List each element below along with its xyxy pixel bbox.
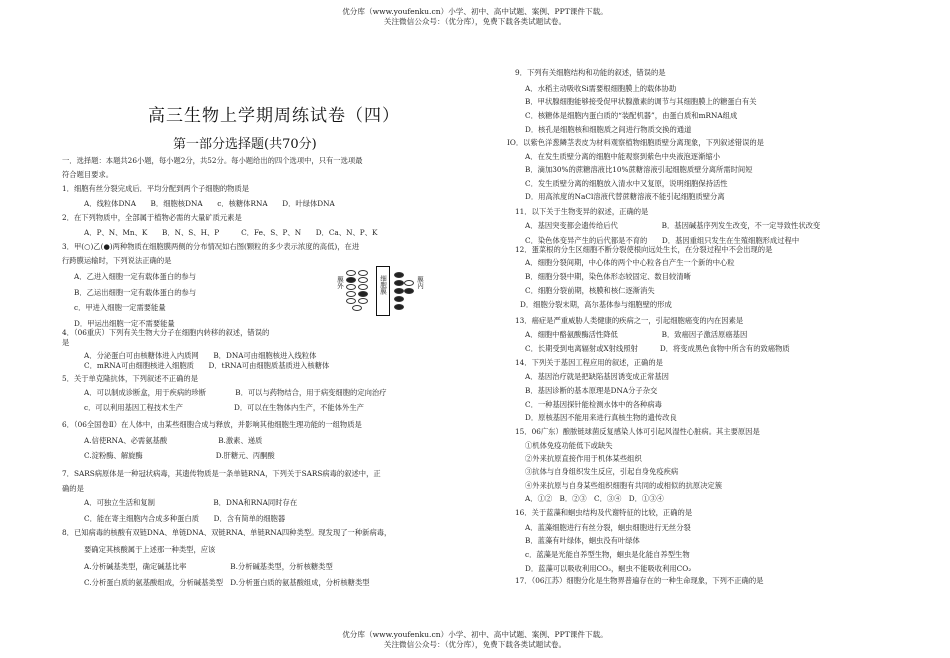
- right-text-line: C．核糖体是细胞内蛋白质的“装配机器”，由蛋白质和mRNA组成: [525, 111, 738, 120]
- particle-yi: [358, 291, 368, 297]
- particle-jia: [346, 270, 356, 276]
- left-text-line: 5．关于单克隆抗体，下列叙述不正确的是: [62, 374, 198, 383]
- left-text-line: C．mRNA可由细胞核进入细胞质 D．tRNA可由细胞质基质进入核糖体: [84, 361, 330, 370]
- right-text-line: 14．下列关于基因工程应用的叙述，正确的是: [515, 358, 663, 367]
- right-text-line: 11．以下关于生物变异的叙述，正确的是: [515, 207, 649, 216]
- footer-line-2: 关注微信公众号：（优分库），免费下载各类试题试卷。: [383, 640, 567, 649]
- right-text-line: 13．癌症是严重威胁人类健康的疾病之一，引起细胞癌变的内在因素是: [515, 316, 744, 325]
- left-text-line: 确的是: [62, 484, 84, 493]
- right-text-line: D．用高浓度的NaCl溶液代替蔗糖溶液不能引起细胞质壁分离: [525, 192, 725, 201]
- right-text-line: D．原核基因不能用来进行真核生物的遗传改良: [525, 413, 677, 422]
- left-text-line: 行跨膜运输时，下列说法正确的是: [62, 256, 172, 265]
- left-text-line: 是: [62, 338, 70, 347]
- particle-yi: [394, 280, 404, 286]
- header-line-2: 关注微信公众号：（优分库），免费下载各类试题试卷。: [383, 17, 567, 26]
- right-text-line: ①机体免疫功能低下或缺失: [525, 441, 613, 450]
- right-text-line: ③抗体与自身组织发生反应，引起自身免疫疾病: [525, 467, 679, 476]
- left-text-line: 3．甲(○)乙(●)两种物质在细胞膜两侧的分布情况如右图(颗粒的多少表示浓度的高低)，在进: [62, 242, 360, 251]
- figure-label-membrane: 细胞膜: [379, 275, 387, 295]
- left-text-line: A．乙进入细胞一定有载体蛋白的参与: [74, 272, 197, 281]
- footer-line-1: 优分库（www.youfenku.cn）小学、初中、高中试题、案例、PPT课件下载。: [342, 630, 608, 639]
- particle-jia: [358, 298, 368, 304]
- left-text-line: 一．选择题：本题共26小题，每小题2分，共52分。每小题给出的四个选项中，只有一选项最: [62, 156, 363, 165]
- right-text-line: C．长期受到电离辐射或X射线照射 D．将变成黑色食物中所含有的致癌物质: [525, 344, 790, 353]
- right-text-line: B．甲状腺细胞能够接受促甲状腺激素的调节与其细胞膜上的糖蛋白有关: [525, 97, 757, 106]
- figure-label-inside: 膜内: [416, 276, 424, 289]
- left-text-line: 符合题目要求。: [62, 170, 114, 179]
- right-text-line: A．蓝藻细胞进行有丝分裂，蛔虫细胞进行无丝分裂: [525, 523, 691, 532]
- particle-jia: [346, 284, 356, 290]
- particle-yi: [346, 277, 356, 283]
- cell-membrane: [376, 266, 390, 316]
- right-text-line: ④外来抗原与自身某些组织细胞有共同的或相似的抗原决定簇: [525, 481, 723, 490]
- right-text-line: C．发生质壁分离的细胞放入清水中又复原，说明细胞保持活性: [525, 179, 728, 188]
- left-text-line: B．乙运出细胞一定有载体蛋白的参与: [74, 288, 197, 297]
- left-text-line: 1．细胞有丝分裂完成后．平均分配到两个子细胞的物质是: [62, 184, 250, 193]
- particle-yi: [394, 296, 404, 302]
- left-text-line: C.分析蛋白质的氨基酸组成，分析碱基类型 D.分析蛋白质的氨基酸组成，分析核糖类型: [84, 578, 370, 587]
- left-text-line: A．可独立生活和复制 B．DNA和RNA同时存在: [84, 498, 298, 507]
- right-text-line: A．水稻主动吸收Si需要根细胞膜上的载体协助: [525, 84, 677, 93]
- header-line-1: 优分库（www.youfenku.cn）小学、初中、高中试题、案例、PPT课件下载。: [342, 7, 608, 16]
- right-text-line: ②外来抗原直接作用于机体某些组织: [525, 454, 642, 463]
- particle-jia: [358, 284, 368, 290]
- right-text-line: D．蓝藻可以吸收利用CO₂，蛔虫不能吸收利用CO₂: [525, 564, 692, 573]
- particle-jia: [404, 280, 414, 286]
- particle-yi: [404, 288, 414, 294]
- particle-yi: [394, 272, 404, 278]
- right-text-line: B．滴加30%的蔗糖溶液比10%蔗糖溶液引起细胞质壁分离所需时间短: [525, 165, 753, 174]
- left-text-line: C．能在寄主细胞内合成多种蛋白质 D．含有简单的细胞器: [84, 514, 286, 523]
- particle-jia: [358, 277, 368, 283]
- left-text-line: 8．已知病毒的核酸有双链DNA、单链DNA、双链RNA、单链RNA四种类型。现发现了一种新病毒，: [62, 528, 392, 537]
- left-text-line: A.分析碱基类型，确定碱基比率 B.分析碱基类型，分析核糖类型: [84, 562, 333, 571]
- right-text-line: A．细胞中酪氨酸酶活性降低 B．致癌因子激活原癌基因: [525, 330, 748, 339]
- particle-jia: [346, 291, 356, 297]
- right-text-line: IO．以紫色洋葱鳞茎表皮为材料观察植物细胞质壁分离现象，下列叙述错误的是: [507, 138, 764, 147]
- left-text-line: A．P、N、Mn、K B．N、S、H、P C．Fe、S、P、N D．Ca、N、P、K: [84, 228, 378, 237]
- right-text-line: C．染色体变异产生的后代都是不育的 D．基因重组只发生在生殖细胞形成过程中: [525, 236, 800, 245]
- right-text-line: 15．06广东）酿脓链球菌反复感染人体可引起风湿性心脏病。其主要原因是: [515, 427, 760, 436]
- right-text-line: A．细胞分裂间期，中心体的两个中心粒各自产生一个新的中心粒: [525, 258, 735, 267]
- left-text-line: 2．在下列物质中，全部属于植物必需的大量矿质元素是: [62, 213, 242, 222]
- left-text-line: 要确定其核酸属于上述那一种类型，应该: [84, 545, 216, 554]
- left-text-line: D．甲运出细胞一定不需要能量: [74, 319, 175, 328]
- left-text-line: c．可以利用基因工程技术生产 D．可以在生物体内生产，不能体外生产: [84, 403, 364, 412]
- right-text-line: B．基因诊断的基本原理是DNA分子杂交: [525, 386, 658, 395]
- left-text-line: 4．（06重庆）下列有关生物大分子在细胞内转移的叙述，错误的: [62, 328, 270, 337]
- figure-label-outside: 膜外: [336, 276, 344, 289]
- left-text-line: 7．SARS病原体是一种冠状病毒，其遗传物质是一条单链RNA，下列关于SARS病毒的叙述中，正: [62, 469, 381, 478]
- right-text-line: 16．关于蓝藻和蛔虫结构及代谢特征的比较，正确的是: [515, 508, 693, 517]
- particle-jia: [358, 270, 368, 276]
- right-text-line: D．核孔是细胞核和细胞质之间进行物质交换的通道: [525, 125, 692, 134]
- right-text-line: c．蓝藻是光能自养型生物，蛔虫是化能自养型生物: [525, 550, 690, 559]
- right-text-line: A．基因突变都会遗传给后代 B．基因碱基序列发生改变，不一定导致性状改变: [525, 221, 821, 230]
- right-text-line: A．①② B．②③ C．③④ D．①③④: [525, 494, 664, 503]
- right-text-line: B．蓝藻有叶绿体，蛔虫没有叶绿体: [525, 536, 640, 545]
- left-text-line: A．分泌蛋白可由核糖体进入内质网 B．DNA可由细胞核进入线粒体: [84, 351, 317, 360]
- particle-jia: [352, 305, 362, 311]
- particle-yi: [394, 288, 404, 294]
- left-text-line: 6．（06全国卷Ⅱ）在人体中，由某些细胞合成与释放，并影响其他细胞生理功能的一组物质是: [62, 420, 362, 429]
- right-text-line: B．细胞分裂中期，染色体形态较固定、数目较清晰: [525, 272, 691, 281]
- particle-yi: [394, 304, 404, 310]
- right-text-line: 12．蛋菜根的分生区细胞不断分裂使根向远处生长，在分裂过程中不会出现的是: [515, 245, 773, 254]
- left-text-line: A．线粒体DNA B．细胞核DNA c．核糖体RNA D．叶绿体DNA: [84, 199, 335, 208]
- right-text-line: D．细胞分裂末期，高尔基体参与细胞壁的形成: [520, 300, 672, 309]
- left-text-line: A.信使RNA、必需氨基酸 B.激素、递质: [84, 436, 263, 445]
- part-title: 第一部分选择题(共70分): [173, 137, 317, 152]
- right-text-line: 9．下列有关细胞结构和功能的叙述，错误的是: [515, 68, 666, 77]
- particle-jia: [346, 298, 356, 304]
- right-text-line: C．细胞分裂前期，核膜和核仁逐渐消失: [525, 286, 655, 295]
- membrane-figure: [334, 266, 426, 316]
- right-text-line: A．基因治疗就是把缺陷基因诱变成正常基因: [525, 372, 669, 381]
- right-text-line: 17．（06江苏）细胞分化是生物界普遍存在的一种生命现象，下列不正确的是: [515, 576, 764, 585]
- left-text-line: c．甲进入细胞一定需要能量: [74, 303, 166, 312]
- right-text-line: A．在发生质壁分离的细胞中能观察到紫色中央液泡逐渐缩小: [525, 152, 720, 161]
- left-text-line: C.淀粉酶、解旋酶 D.肝糖元、丙酮酸: [84, 451, 275, 460]
- right-text-line: C．一种基因探针能检测水体中的各种病毒: [525, 400, 662, 409]
- page-title: 高三生物上学期周练试卷（四）: [148, 106, 400, 126]
- left-text-line: A．可以制成诊断盒，用于疾病的珍断 B．可以与药物结合，用于病变细胞的定向治疗: [84, 388, 387, 397]
